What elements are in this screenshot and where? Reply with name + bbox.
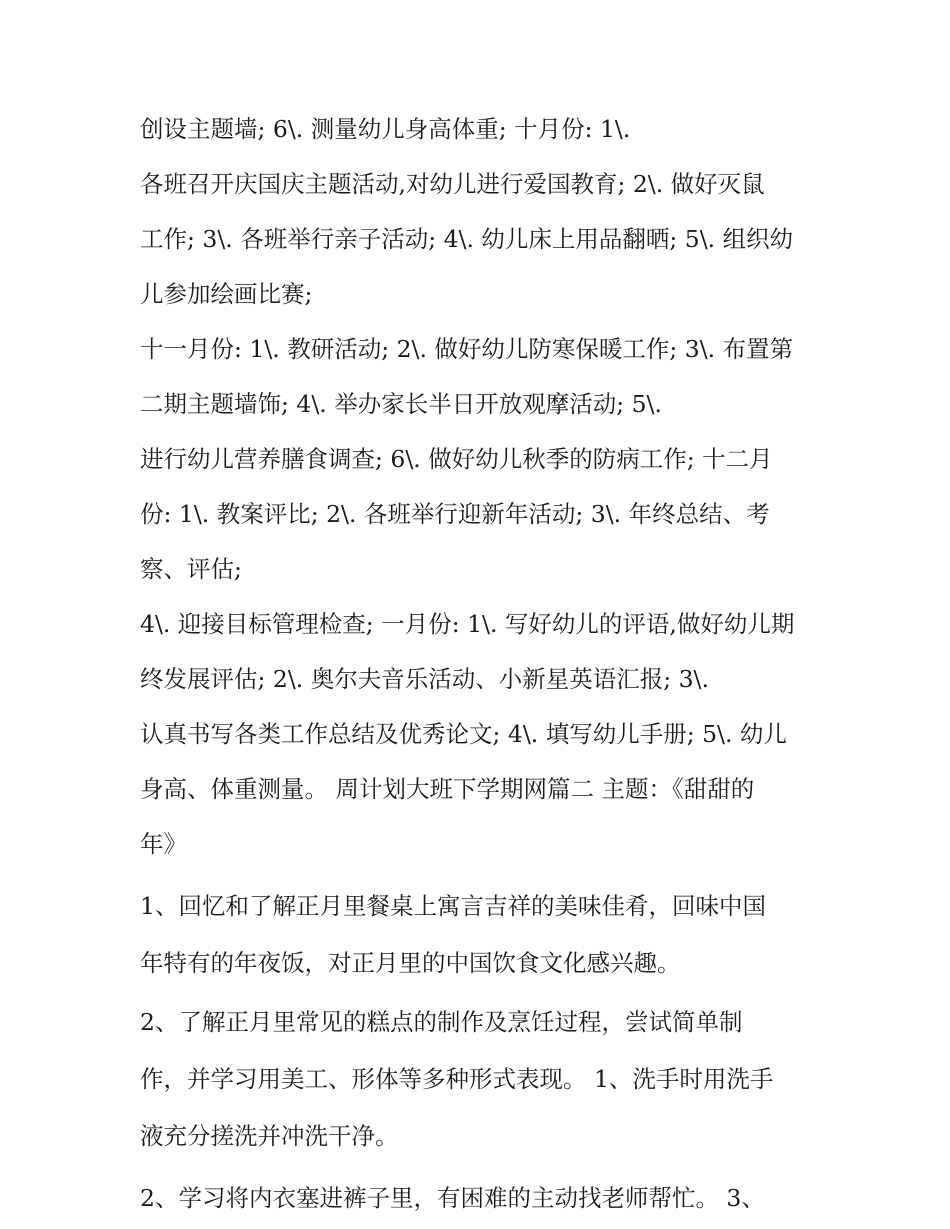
text-line: 2、了解正月里常见的糕点的制作及烹饪过程，尝试简单制 bbox=[140, 1008, 743, 1036]
text-line: 各班召开庆国庆主题活动,对幼儿进行爱国教育; 2\. 做好灭鼠 bbox=[140, 170, 765, 198]
text-line: 作，并学习用美工、形体等多种形式表现。 1、洗手时用洗手 bbox=[140, 1065, 774, 1093]
text-line: 身高、体重测量。 周计划大班下学期网篇二 主题：《甜甜的 bbox=[140, 775, 755, 803]
text-line: 份: 1\. 教案评比; 2\. 各班举行迎新年活动; 3\. 年终总结、考 bbox=[140, 500, 770, 528]
text-line: 2、学习将内衣塞进裤子里，有困难的主动找老师帮忙。 3、 bbox=[140, 1184, 765, 1212]
text-line: 儿参加绘画比赛; bbox=[140, 280, 313, 308]
text-line: 液充分搓洗并冲洗干净。 bbox=[140, 1122, 399, 1150]
text-line: 进行幼儿营养膳食调查; 6\. 做好幼儿秋季的防病工作; 十二月 bbox=[140, 445, 773, 473]
text-line: 十一月份: 1\. 教研活动; 2\. 做好幼儿防寒保暖工作; 3\. 布置第 bbox=[140, 335, 794, 363]
document-body bbox=[140, 110, 820, 1217]
text-line: 认真书写各类工作总结及优秀论文; 4\. 填写幼儿手册; 5\. 幼儿 bbox=[140, 720, 787, 748]
text-line: 终发展评估; 2\. 奥尔夫音乐活动、小新星英语汇报; 3\. bbox=[140, 665, 709, 693]
text-line: 察、评估; bbox=[140, 555, 242, 583]
text-line: 年特有的年夜饭，对正月里的中国饮食文化感兴趣。 bbox=[140, 949, 681, 977]
text-line: 工作; 3\. 各班举行亲子活动; 4\. 幼儿床上用品翻晒; 5\. 组织幼 bbox=[140, 225, 794, 253]
text-line: 创设主题墙; 6\. 测量幼儿身高体重; 十月份: 1\. bbox=[140, 115, 631, 143]
text-line: 二期主题墙饰; 4\. 举办家长半日开放观摩活动; 5\. bbox=[140, 390, 662, 418]
text-line: 4\. 迎接目标管理检查; 一月份: 1\. 写好幼儿的评语,做好幼儿期 bbox=[140, 610, 795, 638]
text-line: 1、回忆和了解正月里餐桌上寓言吉祥的美味佳肴，回味中国 bbox=[140, 892, 766, 920]
text-line: 年》 bbox=[140, 830, 187, 858]
